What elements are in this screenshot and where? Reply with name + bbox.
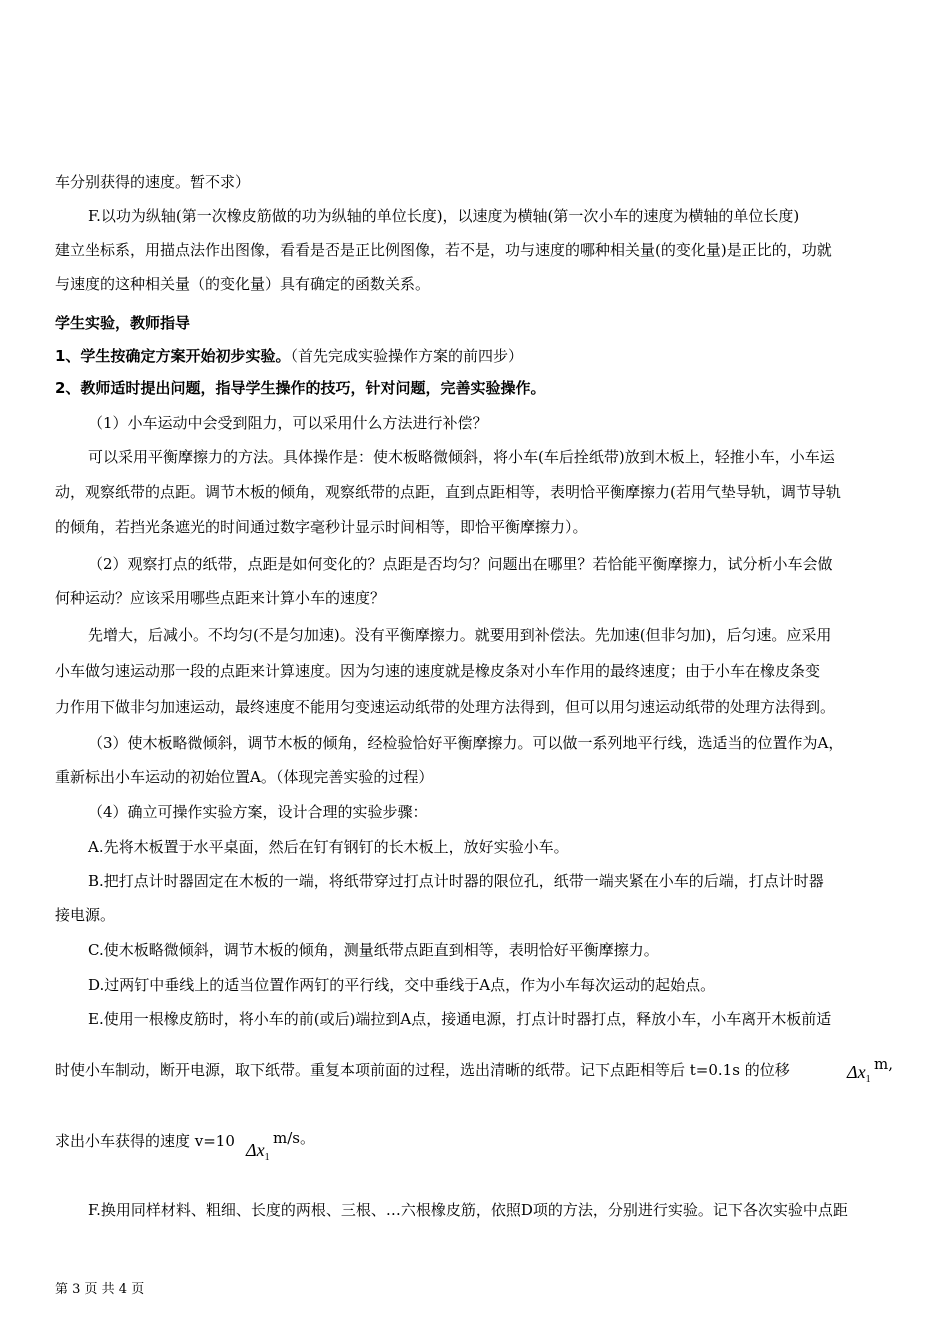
paragraph-line: 建立坐标系，用描点法作出图像，看看是否是正比例图像，若不是，功与速度的哪种相关量(的变化量)是正比的，功就 [55, 241, 832, 259]
delta-x1-formula: $\Delta x_1$ [847, 1062, 871, 1085]
paragraph-line: 先增大，后减小。不均匀(不是匀加速)。没有平衡摩擦力。就要用到补偿法。先加速(但非匀加)，后匀速。应采用 [88, 626, 832, 644]
paragraph-line: （3）使木板略微倾斜，调节木板的倾角，经检验恰好平衡摩擦力。可以做一系列地平行线，选适当的位置作为A， [88, 734, 844, 752]
step-heading: 2、教师适时提出问题，指导学生操作的技巧，针对问题，完善实验操作。 [55, 379, 546, 397]
paragraph-line: 何种运动？应该采用哪些点距来计算小车的速度？ [55, 589, 386, 607]
step-note: （首先完成实验操作方案的前四步） [290, 347, 523, 365]
question-line: （2）观察打点的纸带，点距是如何变化的？点距是否均匀？问题出在哪里？若恰能平衡摩擦力，试分析小车会做 [88, 555, 833, 573]
step-line [55, 346, 523, 366]
procedure-step: D.过两钉中垂线上的适当位置作两钉的平行线，交中垂线于A点，作为小车每次运动的起始点。 [88, 976, 716, 994]
step-heading: 1、学生按确定方案开始初步实验。 [55, 347, 291, 365]
paragraph-line: 动，观察纸带的点距。调节木板的倾角，观察纸带的点距，直到点距相等，表明恰平衡摩擦力(若用气垫导轨，调节导轨 [55, 483, 841, 501]
paragraph-line: 重新标出小车运动的初始位置A。（体现完善实验的过程） [55, 768, 434, 786]
paragraph-line: F.以功为纵轴(第一次橡皮筋做的功为纵轴的单位长度)，以速度为横轴(第一次小车的速度为横轴的单位长度) [88, 207, 800, 225]
delta-x1-formula: $\Delta x_1$ [246, 1140, 270, 1163]
paragraph-line: 可以采用平衡摩擦力的方法。具体操作是：使木板略微倾斜，将小车(车后拴纸带)放到木板上，轻推小车，小车运 [88, 448, 835, 466]
procedure-step: F.换用同样材料、粗细、长度的两根、三根、…六根橡皮筋，依照D项的方法，分别进行实验。记下各次实验中点距 [88, 1201, 848, 1219]
section-heading: 学生实验，教师指导 [55, 314, 191, 332]
paragraph-line: 的倾角，若挡光条遮光的时间通过数字毫秒计显示时间相等，即恰平衡摩擦力）。 [55, 518, 588, 536]
procedure-step: C.使木板略微倾斜，调节木板的倾角，测量纸带点距直到相等，表明恰好平衡摩擦力。 [88, 941, 659, 959]
page-number-footer: 第 3 页 共 4 页 [55, 1282, 145, 1297]
unit-text: m, [874, 1055, 893, 1073]
procedure-step: A.先将木板置于水平桌面，然后在钉有钢钉的长木板上，放好实验小车。 [88, 838, 569, 856]
paragraph-line: 与速度的这种相关量（的变化量）具有确定的函数关系。 [55, 275, 431, 293]
paragraph-line: 求出小车获得的速度 v=10 [55, 1132, 235, 1150]
question-line: （1）小车运动中会受到阻力，可以采用什么方法进行补偿？ [88, 414, 488, 432]
procedure-step: E.使用一根橡皮筋时，将小车的前(或后)端拉到A点，接通电源，打点计时器打点，释放小车，小车离开木板前适 [88, 1010, 832, 1028]
paragraph-line: 时使小车制动，断开电源，取下纸带。重复本项前面的过程，选出清晰的纸带。记下点距相等后 t=0.1s 的位移 [55, 1061, 790, 1079]
paragraph-line: （4）确立可操作实验方案，设计合理的实验步骤： [88, 803, 428, 821]
paragraph-line: 车分别获得的速度。暂不求） [55, 173, 251, 191]
paragraph-line: 小车做匀速运动那一段的点距来计算速度。因为匀速的速度就是橡皮条对小车作用的最终速度；由于小车在橡皮条变 [55, 662, 821, 680]
unit-text: m/s。 [273, 1129, 315, 1147]
procedure-step: 接电源。 [55, 906, 116, 924]
paragraph-line: 力作用下做非匀加速运动，最终速度不能用匀变速运动纸带的处理方法得到，但可以用匀速运动纸带的处理方法得到。 [55, 698, 836, 716]
procedure-step: B.把打点计时器固定在木板的一端，将纸带穿过打点计时器的限位孔，纸带一端夹紧在小车的后端，打点计时器 [88, 872, 824, 890]
